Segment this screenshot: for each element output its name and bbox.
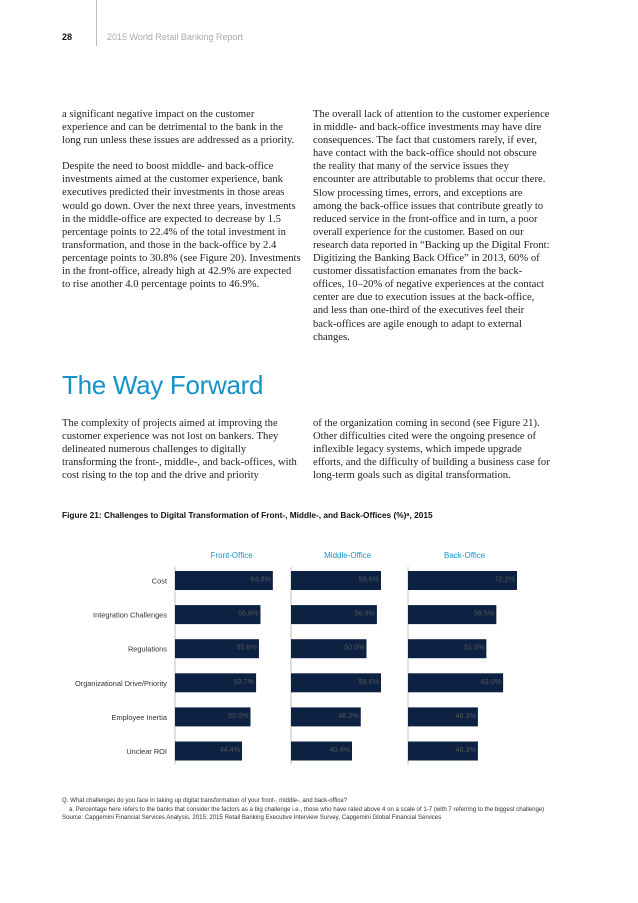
data-label: 46.3%	[455, 745, 476, 754]
data-label: 50.0%	[344, 642, 365, 652]
running-header: 2015 World Retail Banking Report	[107, 32, 243, 42]
data-label: 46.2%	[338, 710, 359, 720]
data-label: 63.0%	[480, 676, 502, 686]
paragraph: a significant negative impact on the customer experience and can be detrimental to the bank in the long run unless these issues are addressed as a priority.	[62, 109, 295, 147]
chart-svg	[0, 540, 638, 785]
category-label: Cost	[151, 576, 167, 586]
data-label: 58.5%	[473, 608, 495, 618]
category-label: Employee Inertia	[111, 712, 167, 722]
data-label: 56.6%	[238, 608, 259, 618]
page-number: 28	[62, 32, 73, 42]
figure-title: Figure 21: Challenges to Digital Transformation of Front-, Middle-, and Back-Offices (%)ᵃ, 2015	[62, 510, 433, 520]
category-label: Regulations	[127, 644, 167, 654]
data-label: 46.3%	[455, 710, 476, 720]
series-header: Middle-Office	[324, 551, 372, 560]
data-label: 50.0%	[228, 710, 249, 720]
section-column-right	[313, 417, 550, 482]
paragraph: Despite the need to boost middle- and back-office investments aimed at the customer experience, bank executives predicted their investments in those areas would go down. Over the next three years, investments in the middle-office are expected to decrease by 1.5 percentage points to 22.4% of the total investment in transformation, and those in the back-office by 2.4 percentage points to 30.8% (see Figure 20). Investments in the front-office, already high at 42.9% are expected to rise another 4.0 percentage points to 46.9%.	[62, 161, 301, 291]
data-label: 53.7%	[233, 676, 255, 686]
figure-notes	[62, 797, 562, 823]
series-header: Front-Office	[210, 551, 253, 560]
data-label: 55.6%	[236, 642, 257, 652]
footnote: a. Percentage here refers to the banks that consider the factors as a big challenge i.e., those who have rated above 4 on a scale of 1-7 (with 7 referring to the biggest challenge)	[69, 805, 545, 813]
paragraph: The complexity of projects aimed at improving the customer experience was not lost on bankers. They delineated numerous challenges to digitally transforming the front-, middle-, and back-offices, with cost rising to the top and the drive and priority	[62, 418, 297, 482]
paragraph: of the organization coming in second (see Figure 21). Other difficulties cited were the ongoing presence of inflexible legacy systems, which impede upgrade efforts, and the difficulty of building a business case for long-term goals such as digital transformation.	[313, 418, 550, 482]
data-label: 72.2%	[494, 574, 516, 584]
category-label: Unclear ROI	[126, 747, 167, 756]
section-title: The Way Forward	[62, 370, 264, 400]
data-label: 51.9%	[463, 642, 485, 652]
figure-21-chart	[0, 540, 638, 785]
data-label: 64.8%	[250, 574, 271, 584]
section-column-left	[62, 417, 302, 482]
body-column-left	[62, 108, 302, 291]
body-column-right	[313, 108, 550, 344]
data-label: 56.9%	[354, 608, 375, 618]
series-header: Back-Office	[444, 551, 486, 560]
category-label: Integration Challenges	[93, 610, 167, 620]
data-label: 40.4%	[329, 745, 351, 754]
paragraph: The overall lack of attention to the customer experience in middle- and back-office investments may have dire consequences. The fact that customers rarely, if ever, have contact with the back-office should not obscure the reality that many of the service issues they encounter are attributable to problems that occur there. Slow processing times, errors, and exceptions are among the back-office issues that contribute greatly to reduced service in the front-office and in turn, a poor overall experience for the customer. Based on our research data reported in “Backing up the Digital Front: Digitizing the Banking Back Office” in 2013, 60% of customer dissatisfaction emanates from the back-offices, 10–20% of negative experiences at the contact center are due to execution issues at the back-office, and less than one-third of the executives feel their back-offices are agile enough to adapt to external changes.	[313, 109, 550, 343]
header-divider	[96, 0, 97, 46]
data-label: 59.6%	[358, 574, 379, 584]
category-label: Organizational Drive/Priority	[74, 678, 167, 688]
source-line: Source: Capgemini Financial Services Analysis, 2015; 2015 Retail Banking Executive Interview Survey, Capgemini Global Financial Services	[62, 814, 442, 822]
data-label: 59.6%	[358, 676, 379, 686]
data-label: 44.4%	[219, 745, 241, 754]
survey-question: Q. What challenges do you face in taking up digital transformation of your front-, middle-, and back-office?	[62, 797, 348, 804]
